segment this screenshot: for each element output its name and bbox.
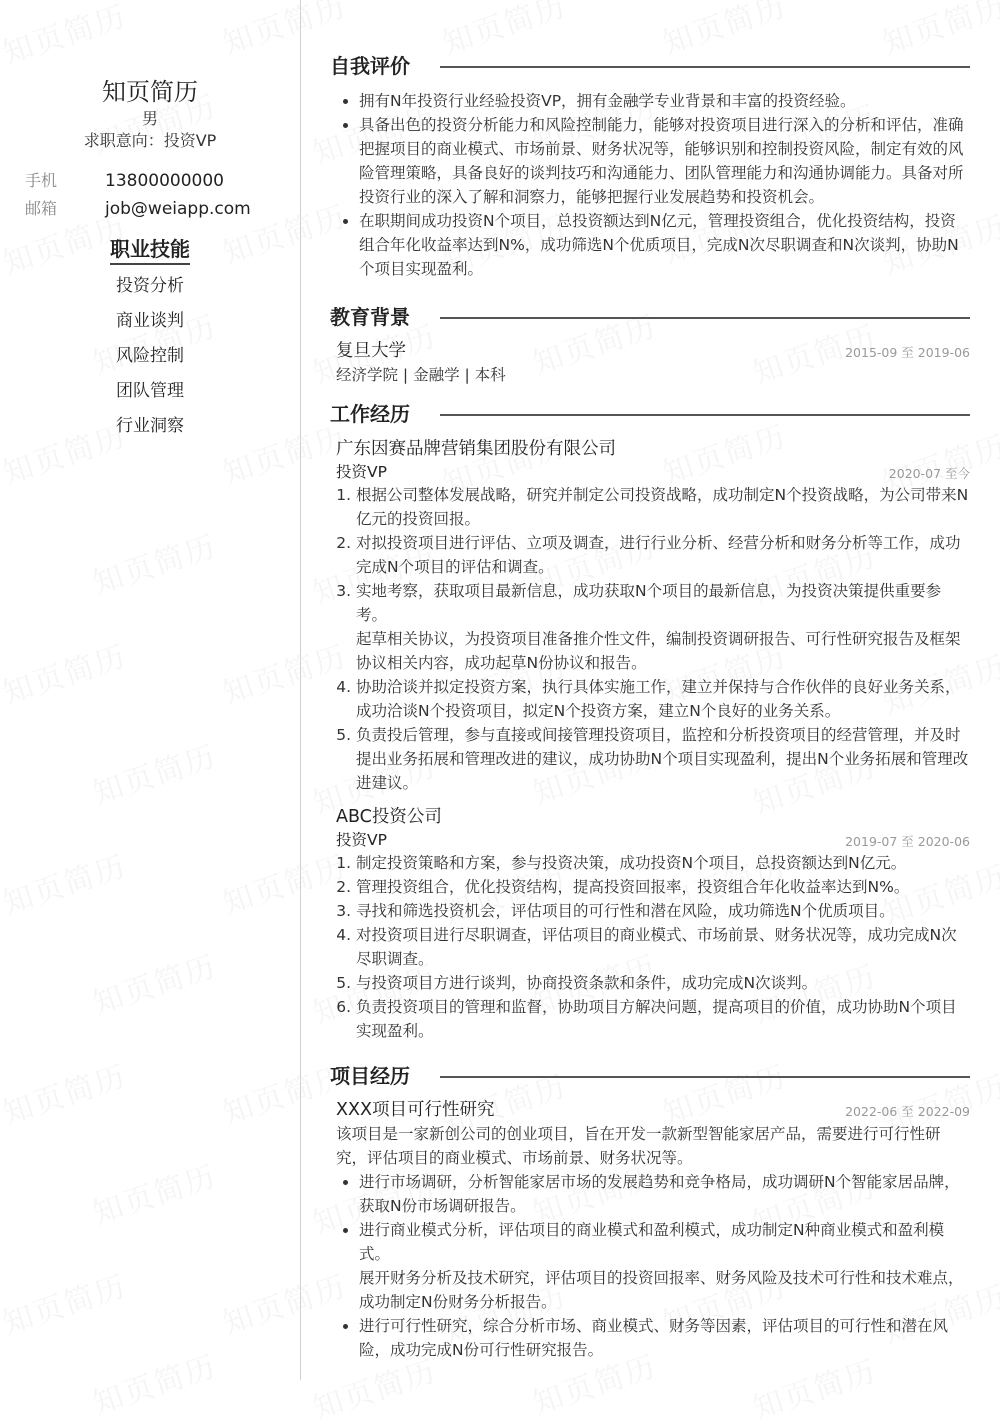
list-item-continuation: 起草相关协议，为投资项目准备推介性文件，编制投资调研报告、可行性研究报告及框架协议相关内容，成功起草N份协议和报告。 [356, 630, 961, 672]
job-role: 投资VP 2020-07 至今 [330, 461, 970, 483]
company-name: ABC投资公司 [336, 807, 442, 827]
candidate-name: 知页简历 [102, 78, 198, 106]
work-job-1 [330, 437, 970, 795]
list-item: 5. 与投资项目方进行谈判，协商投资条款和条件，成功完成N次谈判。 [356, 971, 970, 995]
email-label: 邮箱 [25, 199, 58, 218]
work-job-2 [330, 805, 970, 1043]
list-item: • 在职期间成功投资N个项目，总投资额达到N亿元，管理投资组合，优化投资结构，投资组合年化收益率达到N%，成功筛选N个优质项目，完成N次尽职调查和N次谈判，协助N个项目实现盈利。 [359, 209, 970, 281]
education-heading: 教育背景 [330, 302, 970, 332]
list-item: 2. 管理投资组合，优化投资结构，提高投资回报率，投资组合年化收益率达到N%。 [356, 875, 970, 899]
education-detail: 经济学院 | 金融学 | 本科 [336, 366, 506, 384]
list-item: 3. 实地考察，获取项目最新信息，成功获取N个项目的最新信息，为投资决策提供重要参考。 起草相关协议，为投资项目准备推介性文件，编制投资调研报告、可行性研究报告及框架协议相关内容，成功起草N份协议和报告。 [356, 579, 970, 675]
phone-row [25, 168, 224, 191]
project-section [330, 1098, 970, 1362]
list-item: 5. 负责投后管理，参与直接或间接管理投资项目，监控和分析投资项目的经营管理，并及时提出业务拓展和管理改进的建议，成功协助N个项目实现盈利，提出N个业务拓展和管理改进建议。 [356, 723, 970, 795]
job-date: 2019-07 至 2020-06 [845, 834, 970, 849]
job-date: 2020-07 至今 [888, 466, 970, 481]
list-item: 2. 对拟投资项目进行评估、立项及调查，进行行业分析、经营分析和财务分析等工作，成功完成N个项目的评估和调查。 [356, 531, 970, 579]
self-eval-section [330, 89, 970, 281]
list-item: • 具备出色的投资分析能力和风险控制能力，能够对投资项目进行深入的分析和评估，准确把握项目的商业模式、市场前景、财务状况等，能够识别和控制投资风险，制定有效的风险管理策略，具备良好的谈判技巧和沟通能力、团队管理能力和沟通协调能力。具备对所投资行业的深入了解和洞察力，能够把握行业发展趋势和投资机会。 [359, 113, 970, 209]
list-item: • 进行可行性研究，综合分析市场、商业模式、财务等因素，评估项目的可行性和潜在风险，成功完成N份可行性研究报告。 [359, 1314, 970, 1362]
project-date: 2022-06 至 2022-09 [845, 1104, 970, 1119]
skill-item: 行业洞察 [116, 416, 184, 436]
self-eval-heading: 自我评价 [330, 51, 970, 81]
skill-item: 风险控制 [116, 346, 184, 366]
job-intent: 求职意向：投资VP [83, 131, 217, 150]
list-item: • 进行市场调研，分析智能家居市场的发展趋势和竞争格局，成功调研N个智能家居品牌，获取N份市场调研报告。 [359, 1170, 970, 1218]
list-item: 4. 协助洽谈并拟定投资方案，执行具体实施工作，建立并保持与合作伙伴的良好业务关系，成功洽谈N个投资项目，拟定N个投资方案，建立N个良好的业务关系。 [356, 675, 970, 723]
education-section [330, 339, 970, 387]
sidebar [0, 0, 301, 1380]
skill-item: 投资分析 [116, 276, 184, 296]
list-item: • 进行商业模式分析，评估项目的商业模式和盈利模式，成功制定N种商业模式和盈利模式。 展开财务分析及技术研究，评估项目的投资回报率、财务风险及技术可行性和技术难点，成功制定N份财务分析报告。 [359, 1218, 970, 1314]
job-role: 投资VP 2019-07 至 2020-06 [330, 829, 970, 851]
company-name: 广东因赛品牌营销集团股份有限公司 [336, 439, 616, 459]
project-name: XXX项目可行性研究 2022-06 至 2022-09 [330, 1098, 970, 1122]
skill-item: 团队管理 [116, 381, 184, 401]
list-item: 4. 对投资项目进行尽职调查，评估项目的商业模式、市场前景、财务状况等，成功完成N次尽职调查。 [356, 923, 970, 971]
phone-value: 13800000000 [105, 171, 224, 191]
list-item: • 拥有N年投资行业经验投资VP，拥有金融学专业背景和丰富的投资经验。 [359, 89, 970, 113]
education-date: 2015-09 至 2019-06 [845, 345, 970, 360]
list-item: 3. 寻找和筛选投资机会，评估项目的可行性和潜在风险，成功筛选N个优质项目。 [356, 899, 970, 923]
project-description: 该项目是一家新创公司的创业项目，旨在开发一款新型智能家居产品，需要进行可行性研究，评估项目的商业模式、市场前景、财务状况等。 [336, 1125, 941, 1167]
phone-label: 手机 [25, 171, 58, 190]
projects-heading: 项目经历 [330, 1061, 970, 1091]
skill-item: 商业谈判 [116, 311, 184, 331]
school-name: 复旦大学 2015-09 至 2019-06 [330, 339, 970, 363]
list-item: 1. 制定投资策略和方案，参与投资决策，成功投资N个项目，总投资额达到N亿元。 [356, 851, 970, 875]
email-row [25, 196, 251, 219]
work-heading: 工作经历 [330, 399, 970, 429]
gender: 男 [141, 109, 158, 128]
list-item: 1. 根据公司整体发展战略，研究并制定公司投资战略，成功制定N个投资战略，为公司带来N亿元的投资回报。 [356, 483, 970, 531]
list-item: 6. 负责投资项目的管理和监督，协助项目方解决问题，提高项目的价值，成功协助N个项目实现盈利。 [356, 995, 970, 1043]
list-item-continuation: 展开财务分析及技术研究，评估项目的投资回报率、财务风险及技术可行性和技术难点，成功制定N份财务分析报告。 [359, 1269, 964, 1311]
skills-heading: 职业技能 [0, 233, 300, 262]
skills-list [0, 272, 300, 447]
email-value: job@weiapp.com [105, 199, 251, 219]
